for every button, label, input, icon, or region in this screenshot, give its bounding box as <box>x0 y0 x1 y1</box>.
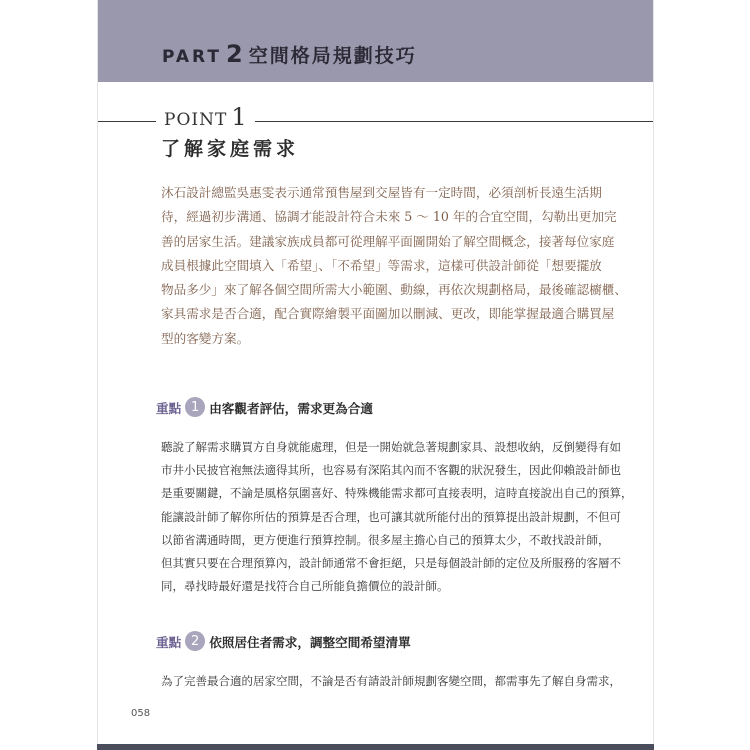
page-number: 058 <box>131 708 151 719</box>
key-point-1-body <box>161 436 633 598</box>
body-line: 是重要關鍵，不論是風格氛圍喜好、特殊機能需求都可直接表明，這時直接說出自己的預算， <box>161 486 633 501</box>
key-point-title: 依照居住者需求，調整空間希望清單 <box>209 634 411 650</box>
intro-line: 善的居家生活。建議家族成員都可從理解平面圖開始了解空間概念，接著每位家庭 <box>161 233 615 249</box>
part-title-text: 空間格局規劃技巧 <box>248 45 417 67</box>
intro-line: 待，經過初步溝通、協調才能設計符合未來 5 ～ 10 年的合宜空間，勾勒出更加完 <box>161 209 617 225</box>
key-point-number-badge: 2 <box>185 631 205 651</box>
body-line: 能讓設計師了解你所估的預算是否合理，也可讓其就所能付出的預算提出設計規劃，不但可 <box>161 509 621 524</box>
body-line: 但其實只要在合理預算內，設計師通常不會拒絕，只是每個設計師的定位及所服務的客層不 <box>161 556 621 571</box>
book-page <box>97 0 654 750</box>
part-word: PART <box>162 47 222 67</box>
intro-line: 型的客變方案。 <box>161 330 250 346</box>
key-point-2-body <box>161 670 621 693</box>
part-header-band <box>98 0 653 82</box>
key-point-number-badge: 1 <box>185 397 205 417</box>
key-point-heading-2 <box>156 631 411 651</box>
body-line: 市井小民披官袍無法適得其所，也容易有深陷其內而不客觀的狀況發生，因此仰賴設計師也 <box>161 463 621 478</box>
point-number: 1 <box>231 103 247 131</box>
intro-line: 物品多少」來了解各個空間所需大小範圍、動線，再依次規劃格局，最後確認櫥櫃、 <box>161 282 627 298</box>
body-line: 同，尋找時最好還是找符合自己所能負擔價位的設計師。 <box>161 579 449 594</box>
page-bottom-edge <box>97 744 654 750</box>
intro-paragraph <box>161 181 627 351</box>
part-number: 2 <box>225 40 243 68</box>
intro-line: 家具需求是否合適，配合實際繪製平面圖加以刪減、更改，即能掌握最適合購買屋 <box>161 306 615 322</box>
body-line: 聽說了解需求購買方自身就能處理，但是一開始就急著規劃家具、設想收納，反倒變得有如 <box>161 440 621 454</box>
body-line: 為了完善最合適的居家空間，不論是否有請設計師規劃客變空間，都需事先了解自身需求， <box>161 674 621 688</box>
intro-line: 成員根據此空間填入「希望」、「不希望」等需求，這樣可供設計師從「想要擺放 <box>161 257 602 273</box>
point-word: POINT <box>164 110 228 130</box>
key-point-title: 由客觀者評估，需求更為合適 <box>209 400 373 416</box>
key-point-heading-1 <box>156 397 373 417</box>
point-label <box>156 103 255 131</box>
key-point-tag: 重點 <box>156 400 182 416</box>
key-point-tag: 重點 <box>156 634 182 650</box>
part-title <box>162 40 417 68</box>
intro-line: 沐石設計總監吳惠雯表示通常預售屋到交屋皆有一定時間，必須剖析長遠生活期 <box>161 185 602 200</box>
body-line: 以節省溝通時間，更方便進行預算控制。很多屋主擔心自己的預算太少，不敢找設計師， <box>161 532 610 547</box>
section-heading: 了解家庭需求 <box>161 138 300 160</box>
